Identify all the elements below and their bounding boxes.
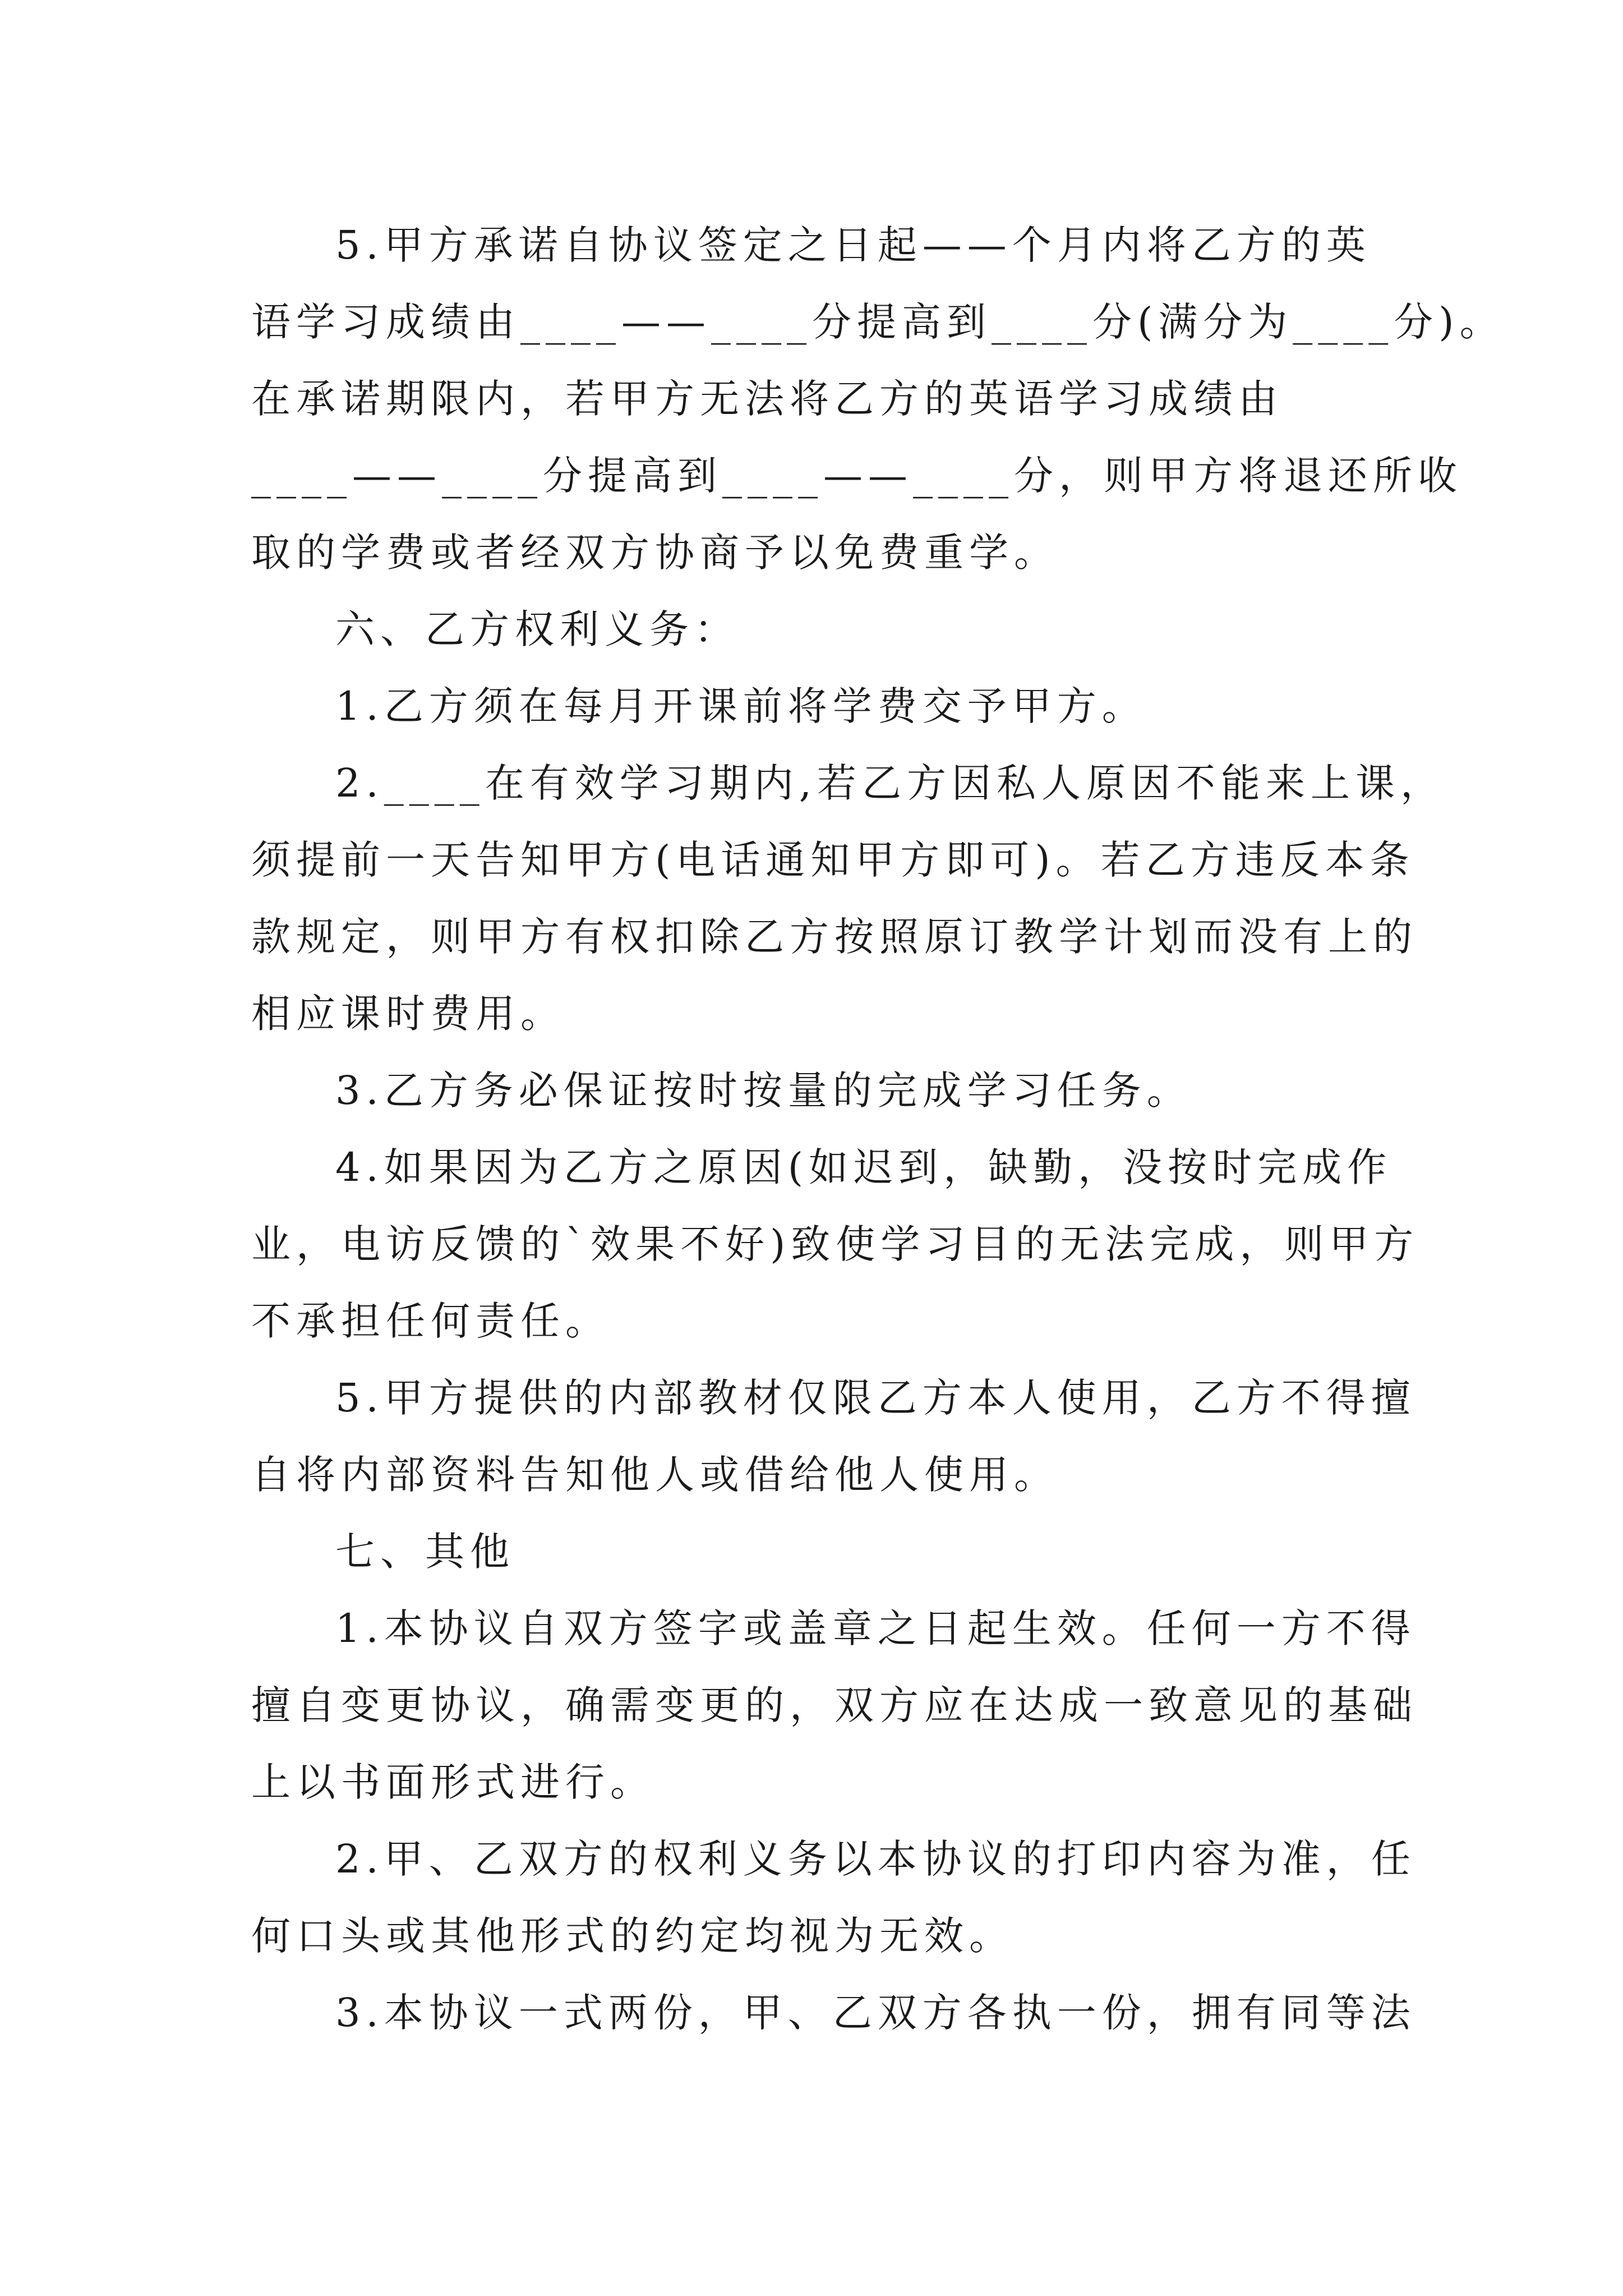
text-line: 不承担任何责任。 — [251, 1298, 610, 1344]
text-line: ____——____分提高到____——____分，则甲方将退还所收 — [251, 453, 1463, 499]
text-line: 上以书面形式进行。 — [251, 1759, 655, 1805]
text-line: 3.乙方务必保证按时按量的完成学习任务。 — [335, 1068, 1192, 1114]
text-line: 取的学费或者经双方协商予以免费重学。 — [251, 530, 1059, 576]
text-line: 业，电访反馈的`效果不好)致使学习目的无法完成，则甲方 — [251, 1221, 1419, 1267]
text-line: 3.本协议一式两份，甲、乙双方各执一份，拥有同等法 — [335, 1990, 1416, 2036]
text-line: 1.本协议自双方签字或盖章之日起生效。任何一方不得 — [335, 1605, 1416, 1651]
text-line: 在承诺期限内，若甲方无法将乙方的英语学习成绩由 — [251, 376, 1283, 422]
text-line: 相应课时费用。 — [251, 991, 565, 1037]
text-line: 自将内部资料告知他人或借给他人使用。 — [251, 1452, 1059, 1498]
text-line: 5.甲方承诺自协议签定之日起——个月内将乙方的英 — [335, 222, 1371, 268]
section-heading: 七、其他 — [335, 1529, 515, 1575]
text-line: 款规定，则甲方有权扣除乙方按照原订教学计划而没有上的 — [251, 914, 1418, 960]
text-line: 2.____在有效学习期内,若乙方因私人原因不能来上课， — [335, 760, 1446, 806]
text-line: 何口头或其他形式的约定均视为无效。 — [251, 1913, 1014, 1959]
text-line: 须提前一天告知甲方(电话通知甲方即可)。若乙方违反本条 — [251, 837, 1415, 883]
text-line: 5.甲方提供的内部教材仅限乙方本人使用，乙方不得擅 — [335, 1375, 1416, 1421]
text-line: 4.如果因为乙方之原因(如迟到，缺勤，没按时完成作 — [335, 1144, 1393, 1190]
text-line: 1.乙方须在每月开课前将学费交予甲方。 — [335, 683, 1147, 729]
section-heading: 六、乙方权利义务： — [335, 606, 739, 652]
text-line: 擅自变更协议，确需变更的，双方应在达成一致意见的基础 — [251, 1682, 1418, 1728]
text-line: 2.甲、乙双方的权利义务以本协议的打印内容为准，任 — [335, 1836, 1416, 1882]
text-line: 语学习成绩由____——____分提高到____分(满分为____分)。 — [251, 299, 1505, 345]
